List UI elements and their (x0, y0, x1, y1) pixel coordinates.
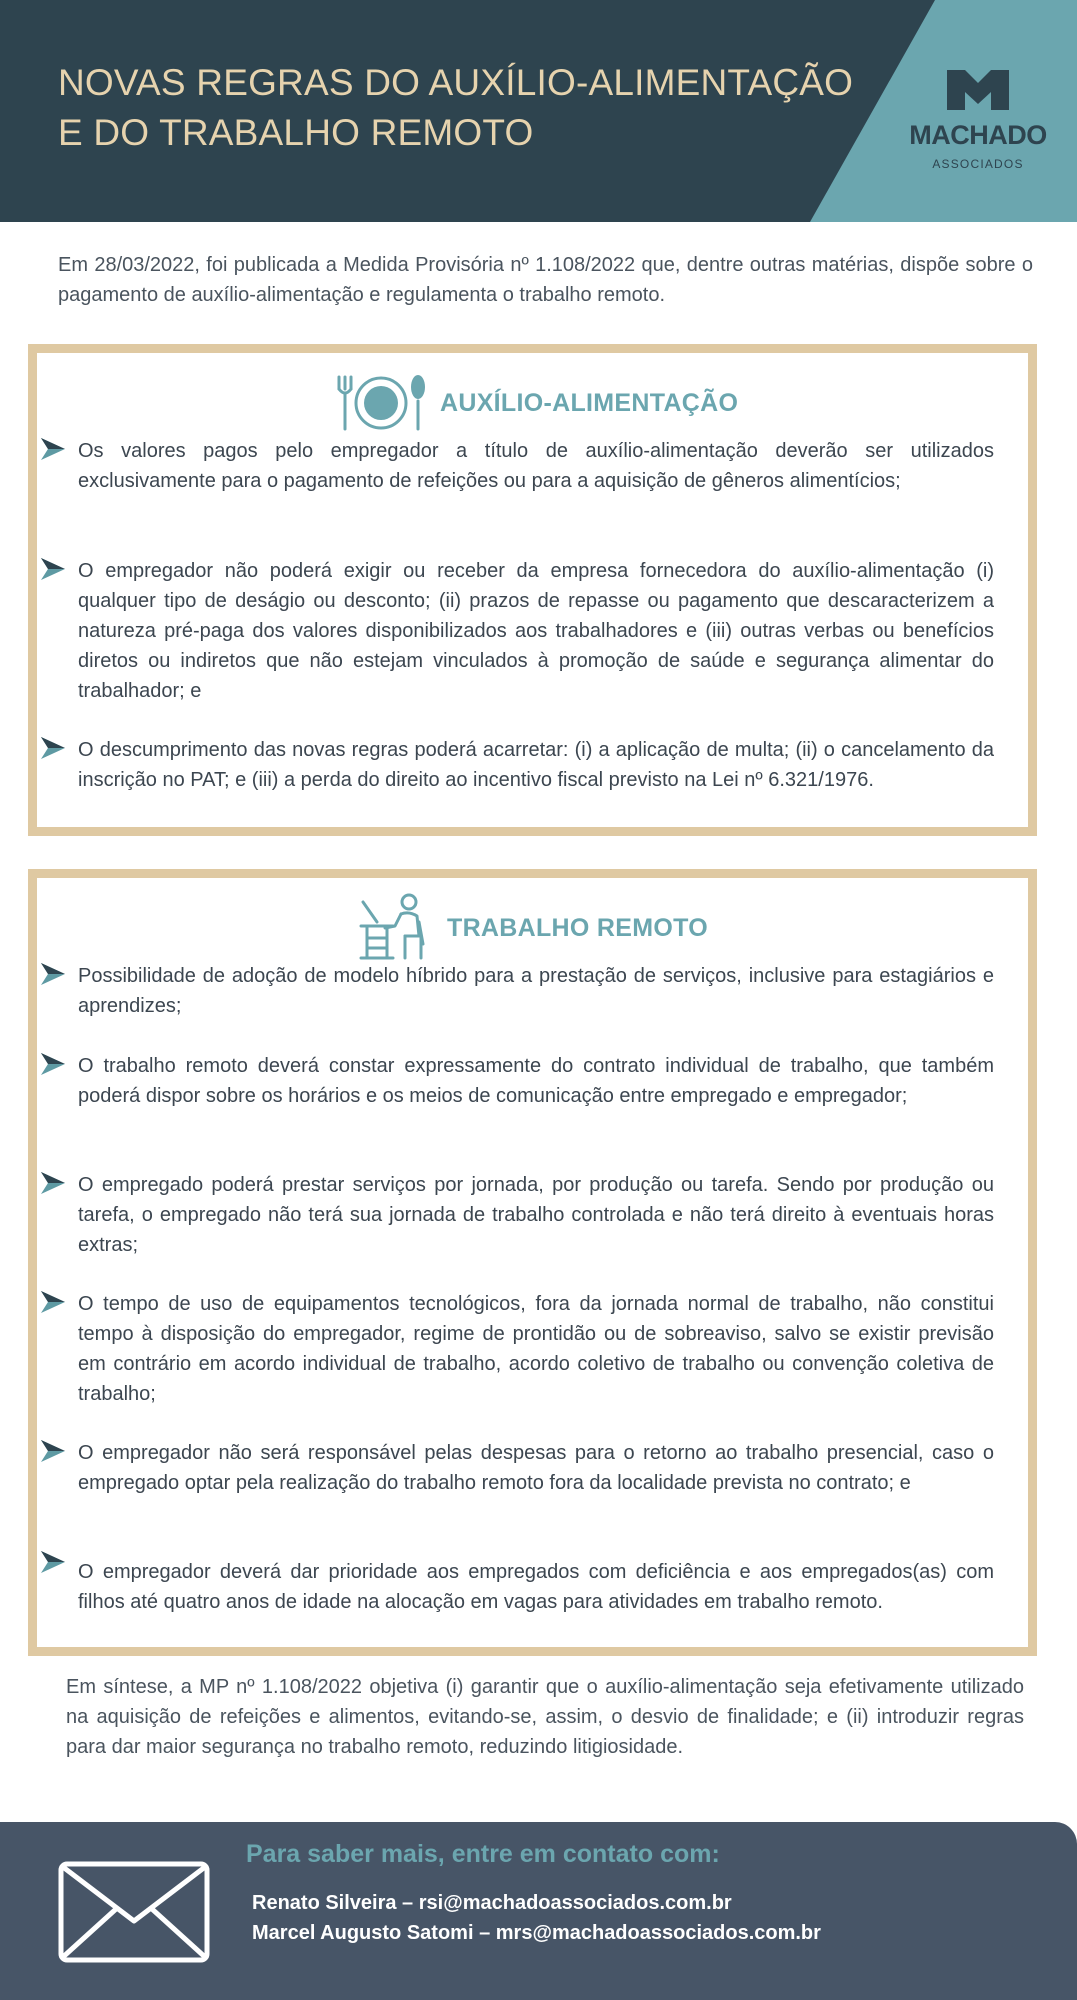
arrow-bullet-icon (41, 438, 65, 460)
food-item-3: O descumprimento das novas regras poderá acarretar: (i) a aplicação de multa; (ii) o cancelamento da inscrição no PAT; e (iii) a perda do direito ao incentivo fiscal previsto na Lei nº 6.321/1976. (78, 739, 994, 791)
remote-item-1: Possibilidade de adoção de modelo híbrido para a prestação de serviços, inclusive para estagiários e aprendizes; (78, 965, 994, 1017)
section-remote-work (28, 869, 1037, 1656)
page-title (58, 58, 858, 158)
section-food-header (334, 373, 738, 433)
remote-item-2: O trabalho remoto deverá constar expressamente do contrato individual de trabalho, que também poderá dispor sobre os horários e os meios de comunicação entre empregado e empregador; (78, 1055, 994, 1107)
remote-item-4: O tempo de uso de equipamentos tecnológicos, fora da jornada normal de trabalho, não constitui tempo à disposição do empregador, regime de prontidão ou de sobreaviso, salvo se existir previsão em contrário em acordo individual de trabalho, acordo coletivo de trabalho ou convenção coletiva de trabalho; (78, 1293, 994, 1405)
food-item-1: Os valores pagos pelo empregador a título de auxílio-alimentação deverão ser utilizados exclusivamente para o pagamento de refeições ou para a aquisição de gêneros alimentícios; (78, 440, 994, 492)
remote-item-3: O empregado poderá prestar serviços por jornada, por produção ou tarefa. Sendo por produção ou tarefa, o empregado não terá sua jornada de trabalho controlada e não terá direito à eventuais horas extras; (78, 1174, 994, 1256)
header-banner (0, 0, 1077, 222)
arrow-bullet-icon (41, 558, 65, 580)
title-line-2: E DO TRABALHO REMOTO (58, 112, 534, 153)
arrow-bullet-icon (41, 963, 65, 985)
arrow-bullet-icon (41, 1291, 65, 1313)
arrow-bullet-icon (41, 1172, 65, 1194)
envelope-icon (58, 1861, 210, 1963)
section-remote-title: TRABALHO REMOTO (447, 913, 708, 942)
contact-marcel[interactable]: Marcel Augusto Satomi – mrs@machadoassociados.com.br (252, 1922, 821, 1944)
contact-renato[interactable]: Renato Silveira – rsi@machadoassociados.com.br (252, 1892, 732, 1914)
footer-contact (0, 1822, 1077, 2000)
logo-subtitle: ASSOCIADOS (932, 157, 1024, 171)
arrow-bullet-icon (41, 1551, 65, 1573)
footer-title: Para saber mais, entre em contato com: (246, 1840, 720, 1868)
person-at-desk-icon (359, 892, 431, 964)
arrow-bullet-icon (41, 1053, 65, 1075)
arrow-bullet-icon (41, 1440, 65, 1462)
machado-logo-icon (947, 70, 1009, 110)
arrow-bullet-icon (41, 737, 65, 759)
section-food-title: AUXÍLIO-ALIMENTAÇÃO (440, 388, 739, 417)
cutlery-plate-icon (334, 373, 428, 433)
remote-item-6: O empregador deverá dar prioridade aos empregados com deficiência e aos empregados(as) com filhos até quatro anos de idade na alocação em vagas para atividades em trabalho remoto. (78, 1561, 994, 1613)
remote-item-5: O empregador não será responsável pelas despesas para o retorno ao trabalho presencial, caso o empregado optar pela realização do trabalho remoto fora da localidade prevista no contrato; e (78, 1442, 994, 1494)
section-food-allowance (28, 344, 1037, 836)
food-item-2: O empregador não poderá exigir ou receber da empresa fornecedora do auxílio-alimentação (i) qualquer tipo de deságio ou desconto; (ii) prazos de repasse ou pagamento que descaracterizem a natureza pré-paga dos valores disponibilizados aos trabalhadores e (iii) outras verbas ou benefícios diretos ou indiretos que não estejam vinculados à promoção de saúde e segurança alimentar do trabalhador; e (78, 560, 994, 702)
logo-name: MACHADO (909, 120, 1047, 150)
title-line-1: NOVAS REGRAS DO AUXÍLIO-ALIMENTAÇÃO (58, 62, 854, 103)
section-remote-header (359, 892, 708, 964)
summary-paragraph: Em síntese, a MP nº 1.108/2022 objetiva (i) garantir que o auxílio-alimentação seja efetivamente utilizado na aquisição de refeições e alimentos, evitando-se, assim, o desvio de finalidade; e (ii) introduzir regras para dar maior segurança no trabalho remoto, reduzindo litigiosidade. (66, 1676, 1024, 1758)
intro-paragraph: Em 28/03/2022, foi publicada a Medida Provisória nº 1.108/2022 que, dentre outras matérias, dispõe sobre o pagamento de auxílio-alimentação e regulamenta o trabalho remoto. (58, 254, 1033, 306)
